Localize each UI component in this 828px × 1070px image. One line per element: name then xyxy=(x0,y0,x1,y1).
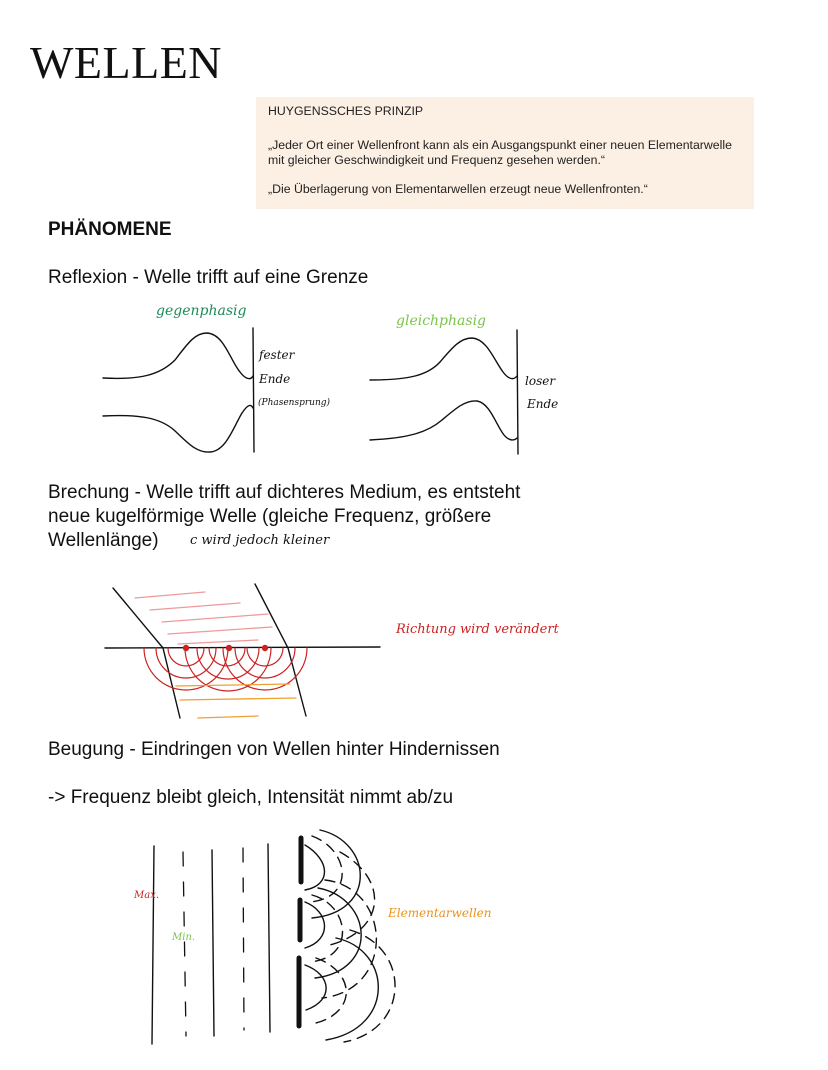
label-phasensprung: (Phasensprung) xyxy=(258,398,331,408)
huygens-quote-1: „Jeder Ort einer Wellenfront kann als ein Ausgangspunkt einer neuen Elementarwelle mit gleicher Geschwindigkeit und Frequenz gesehen werden.“ xyxy=(268,138,732,167)
wavefront-1 xyxy=(152,846,154,1044)
page-title: WELLEN xyxy=(30,37,223,88)
brechung-line-2: neue kugelförmige Welle (gleiche Frequenz, größere xyxy=(48,506,492,527)
note-richtung: Richtung wird verändert xyxy=(396,622,559,637)
wavefront-4 xyxy=(243,848,244,1030)
section-title: PHÄNOMENE xyxy=(48,219,172,240)
diffracted-waves xyxy=(305,830,395,1042)
wavefront-3 xyxy=(212,850,214,1036)
note-gegenphasig: gegenphasig xyxy=(156,303,247,319)
wavefront-2 xyxy=(183,852,186,1036)
label-fester: fester xyxy=(259,348,295,362)
beugung-text: Beugung - Eindringen von Wellen hinter Hindernissen xyxy=(48,739,500,760)
note-gleichphasig: gleichphasig xyxy=(396,313,487,329)
obstacle xyxy=(299,838,301,1026)
huygens-quote-2: „Die Überlagerung von Elementarwellen erzeugt neue Wellenfronten.“ xyxy=(268,182,648,196)
huygens-heading: HUYGENSSCHES PRINZIP xyxy=(268,104,424,118)
beugung-arrow-text: -> Frequenz bleibt gleich, Intensität nimmt ab/zu xyxy=(48,787,454,808)
reflexion-text: Reflexion - Welle trifft auf eine Grenze xyxy=(48,267,369,288)
brechung-line-1: Brechung - Welle trifft auf dichteres Medium, es entsteht xyxy=(48,482,521,503)
label-loser: loser xyxy=(525,374,556,388)
label-max: Max. xyxy=(134,890,160,901)
label-elementarwellen: Elementarwellen xyxy=(388,906,492,920)
brechung-line-3: Wellenlänge) xyxy=(48,530,159,551)
wavefront-5 xyxy=(268,844,270,1032)
label-ende-loose: Ende xyxy=(527,397,559,411)
label-ende-fixed: Ende xyxy=(259,372,291,386)
note-c-kleiner: c wird jedoch kleiner xyxy=(190,533,330,548)
label-min: Min. xyxy=(172,932,196,943)
